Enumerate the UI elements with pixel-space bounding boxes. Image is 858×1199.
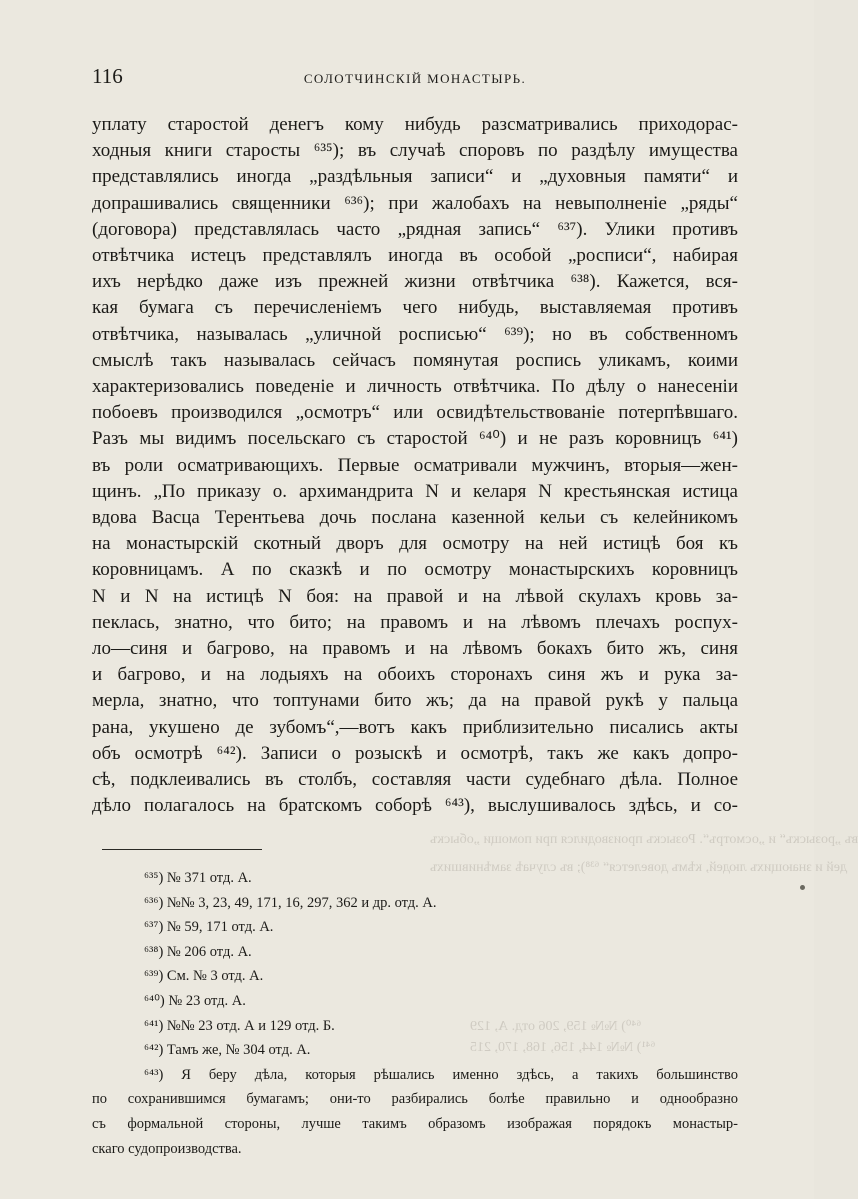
text-line: представлялись иногда „раздѣльныя записи“ и „духовныя памяти“ и <box>92 166 738 188</box>
text-line: побоевъ производился „осмотръ“ или освидѣтельствованіе потерпѣвшаго. <box>92 402 738 424</box>
page-number: 116 <box>92 64 123 88</box>
bleed-through-text: ⁶⁴¹) №№ 144, 156, 168, 170, 215 <box>470 1040 656 1055</box>
bleed-through-text: ⁶⁴⁰) №№ 159, 206 отд. А, 129 <box>470 1019 642 1034</box>
footnote: ⁶³⁵) № 371 отд. А. <box>144 870 252 886</box>
footnote: ⁶³⁶) №№ 3, 23, 49, 171, 16, 297, 362 и др. отд. А. <box>144 894 437 911</box>
text-line: (договора) представлялась часто „рядная запись“ ⁶³⁷). Улики противъ <box>92 218 738 240</box>
text-line: смыслѣ такъ называлась сейчасъ помянутая роспись уликамъ, коими <box>92 349 738 371</box>
footnotes <box>92 866 738 1161</box>
text-line: дѣло полагалось на братскомъ соборѣ ⁶⁴³), выслушивалось здѣсь, и со- <box>92 795 738 817</box>
footnote-divider <box>102 849 262 850</box>
footnote-643-line: ⁶⁴³) Я беру дѣла, которыя рѣшались именно здѣсь, а такихъ большинство <box>144 1066 738 1083</box>
footnote: ⁶³⁷) № 59, 171 отд. А. <box>144 919 274 936</box>
text-line: сѣ, подклеивались въ столбъ, составляя части судебнаго дѣла. Полное <box>92 769 738 791</box>
text-line: Разъ мы видимъ посельскаго съ старостой ⁶⁴⁰) и не разъ коровницъ ⁶⁴¹) <box>92 428 738 450</box>
text-line: щинъ. „По приказу о. архимандрита N и келаря N крестьянская истица <box>92 480 738 502</box>
text-line: и багрово, и на лодыяхъ на обоихъ сторонахъ синя жъ и рука за- <box>92 664 738 686</box>
text-line: характеризовались поведеніе и личность отвѣтчика. По дѣлу о нанесеніи <box>92 376 738 398</box>
footnote: ⁶⁴¹) №№ 23 отд. А и 129 отд. Б. <box>144 1017 335 1034</box>
text-line: объ осмотрѣ ⁶⁴²). Записи о розыскѣ и осмотрѣ, такъ же какъ допро- <box>92 742 738 764</box>
text-line: ихъ нерѣдко даже изъ прежней жизни отвѣтчика ⁶³⁸). Кажется, вся- <box>92 271 738 293</box>
bleed-through-text: дей и знающихъ людей, кѣмъ довелется“ ⁶³⁸); въ случаѣ замѣнившихъ <box>430 860 848 875</box>
text-line: пеклась, знатно, что бито; на правомъ и на лѣвомъ плечахъ роспух- <box>92 611 738 633</box>
text-line: мерла, знатно, что топтунами бито жъ; да на правой рукѣ у пальца <box>92 690 738 712</box>
text-line: рана, укушено де зубомъ“,—вотъ какъ приблизительно писались акты <box>92 716 738 738</box>
text-line: N и N на истицѣ N боя: на правой и на лѣвой скулахъ кровь за- <box>92 585 738 607</box>
footnote: ⁶³⁸) № 206 отд. А. <box>144 943 252 960</box>
footnote: ⁶³⁹) См. № 3 отд. А. <box>144 968 264 985</box>
page-header <box>92 64 738 94</box>
text-line: ло—синя и багрово, на правомъ и на лѣвомъ бокахъ бито жъ, синя <box>92 638 738 660</box>
text-line: ходныя книги старосты ⁶³⁵); въ случаѣ споровъ по раздѣлу имущества <box>92 140 738 162</box>
footnote-643-line: съ формальной стороны, лучше такимъ образомъ изображая порядокъ монастыр- <box>92 1115 738 1132</box>
text-line: кая бумага съ перечисленіемъ чего нибудь, выставляемая противъ <box>92 297 738 319</box>
footnote: ⁶⁴²) Тамъ же, № 304 отд. А. <box>144 1042 311 1059</box>
main-text <box>92 112 738 819</box>
footnote-643-line: по сохранившимся бумагамъ; они-то разбирались болѣе правильно и однообразно <box>92 1091 738 1108</box>
text-line: на монастырскій скотный дворъ для осмотру на ней истицѣ боя къ <box>92 533 738 555</box>
page-speck <box>800 885 805 890</box>
text-line: уплату старостой денегъ кому нибудь разсматривались приходорас- <box>92 114 738 135</box>
running-title: СОЛОТЧИНСКІЙ МОНАСТЫРЬ. <box>303 71 527 86</box>
text-line: отвѣтчика истецъ представлялъ иногда въ особой „росписи“, набирая <box>92 245 738 267</box>
bleed-through-text: въ „розыскъ“ и „осмотръ“. Розыскъ производился при помощи „обыскъ <box>430 832 858 847</box>
footnote: ⁶⁴⁰) № 23 отд. А. <box>144 992 246 1009</box>
text-line: отвѣтчика, называлась „уличной росписью“ ⁶³⁹); но въ собственномъ <box>92 323 738 345</box>
footnote-643-line: скаго судопроизводства. <box>92 1140 242 1157</box>
text-line: вдова Васца Терентьева дочь послана казенной кельи съ келейникомъ <box>92 507 738 529</box>
text-line: коровницамъ. А по сказкѣ и по осмотру монастырскихъ коровницъ <box>92 559 738 581</box>
text-line: допрашивались священники ⁶³⁶); при жалобахъ на невыполненіе „ряды“ <box>92 192 738 214</box>
text-line: въ роли осматривающихъ. Первые осматривали мужчинъ, вторыя—жен- <box>92 454 738 476</box>
